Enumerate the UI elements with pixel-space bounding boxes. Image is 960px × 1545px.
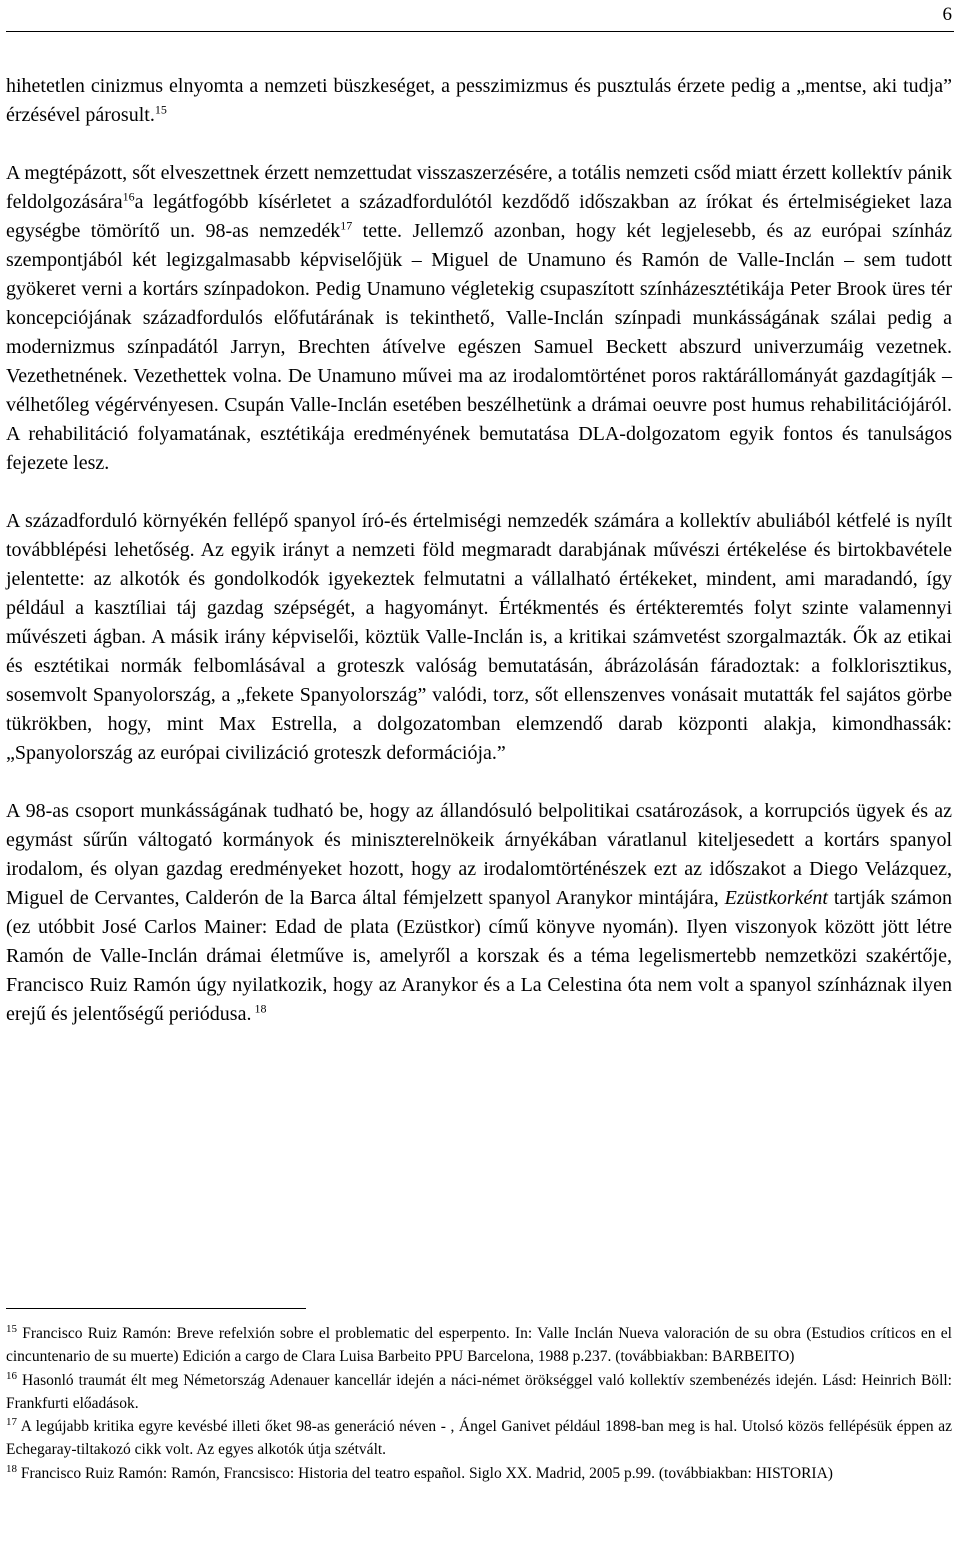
text-run: Hasonló traumát élt meg Németország Adenauer kancellár idején a náci-német örökséggel való kollektív szembenézés idején. Lásd: Heinrich Böll: Frankfurti előadások. <box>6 1371 952 1412</box>
text-run: tartják számon (ez utóbbit José Carlos Mainer: Edad de plata (Ezüstkor) című könyve nyomán). Ilyen viszonyok között jött létre Ramón de Valle-Inclán drámai életműve is, amelyről a korszak és a téma legelismertebb nemzetközi szakértője, Francisco Ruiz Ramón úgy nyilatkozik, hogy az Aranykor és a La Celestina óta nem volt a spanyol színháznak ilyen erejű és jelentőségű periódusa. <box>6 887 952 1025</box>
text-run: A legújabb kritika egyre kevésbé illeti őket 98-as generáció néven - , Ángel Ganivet például 1898-ban meg is hal. Utolsó közös fellépésük éppen az Echegaray-tiltakozó cikk volt. Az egyes alkotók útja szétvált. <box>6 1418 952 1459</box>
footnote <box>6 1369 952 1416</box>
text-run: A megtépázott, sőt elveszettnek érzett nemzettudat visszaszerzésére, a totális nemzeti csőd miatt érzett kollektív pánik feldolgozására <box>6 162 952 213</box>
paragraph <box>6 159 952 478</box>
footnote-separator <box>6 1308 306 1309</box>
paragraph <box>6 507 952 768</box>
footnote <box>6 1462 952 1485</box>
header-rule <box>6 31 954 32</box>
body-text <box>6 72 952 1029</box>
text-run: hihetetlen cinizmus elnyomta a nemzeti büszkeséget, a pesszimizmus és pusztulás érzete pedig a „mentse, aki tudja” érzésével párosult. <box>6 75 952 126</box>
footnote <box>6 1415 952 1462</box>
text-run: Francisco Ruiz Ramón: Breve refelxión sobre el problematic del esperpento. In: Valle Inclán Nueva valoración de su obra (Estudios críticos en el cincuntenario de su muerte) Edición a cargo de Clara Luisa Barbeito PPU Barcelona, 1988 p.237. (továbbiakban: BARBEITO) <box>6 1325 952 1366</box>
footnote <box>6 1322 952 1369</box>
footnote-ref: 18 <box>6 1462 17 1475</box>
text-run: a legátfogóbb kísérletet a századfordulótól kezdődő időszakban az írókat és értelmiségieket laza egységbe tömörítő un. 98-as nemzedék <box>6 191 952 242</box>
paragraph <box>6 797 952 1029</box>
footnote-ref: 18 <box>251 1001 267 1016</box>
footnote-ref: 15 <box>154 102 167 117</box>
footnote-ref: 16 <box>6 1369 17 1382</box>
text-run: A 98-as csoport munkásságának tudható be, hogy az állandósuló belpolitikai csatározások, a korrupciós ügyek és az egymást sűrűn váltogató kormányok és miniszterelnökeik árnyékában váratlanul kiteljesedett a kortárs spanyol irodalom, és olyan gazdag eredményeket hozott, hogy az irodalomtörténészek ezt az időszakot a Diego Velázquez, Miguel de Cervantes, Calderón de la Barca által fémjelzett spanyol Aranykor mintájára, <box>6 800 952 909</box>
footnote-ref: 15 <box>6 1322 17 1335</box>
footnote-ref: 17 <box>6 1416 17 1429</box>
footnote-ref: 16 <box>122 189 135 204</box>
italic-text: Ezüstkorként <box>724 887 828 909</box>
footnote-ref: 17 <box>340 218 353 233</box>
text-run: Francisco Ruiz Ramón: Ramón, Francsisco: Historia del teatro español. Siglo XX. Madrid, 2005 p.99. (továbbiakban: HISTORIA) <box>17 1464 833 1482</box>
paragraph <box>6 72 952 130</box>
text-run: A századforduló környékén fellépő spanyol író-és értelmiségi nemzedék számára a kollektív abuliából kétfelé is nyílt továbblépési lehetőség. Az egyik irányt a nemzeti föld megmaradt darabjának művészi értékelése és birtokbavétele jelentette: az alkotók és gondolkodók igyekeztek felmutatni a vállalható értékeket, mindent, ami maradandó, így például a kasztíliai táj gazdag szépségét, a hagyományt. Értékmentés és értékteremtés folyt szinte valamennyi művészeti ágban. A másik irány képviselői, köztük Valle-Inclán is, a kritikai számvetést szorgalmazták. Ők az etikai és esztétikai normák felbomlásával a groteszk valóság bemutatásán, ábrázolásán fáradoztak: a folklorisztikus, sosemvolt Spanyolország, a „fekete Spanyolország” valódi, torz, sőt ellenszenves vonásait mutatták fel sajátos görbe tükrökben, hogy, mint Max Estrella, a dolgozatomban elemzendő darab központi alakja, kimondhassák: „Spanyolország az európai civilizáció groteszk deformációja.” <box>6 510 952 764</box>
footnotes <box>6 1322 952 1485</box>
page-number: 6 <box>942 4 952 25</box>
text-run: tette. Jellemző azonban, hogy két legjelesebb, és az európai színház szempontjából két legizgalmasabb képviselőjük – Miguel de Unamuno és Ramón de Valle-Inclán – sem tudott gyökeret verni a kortárs színpadokon. Pedig Unamuno végletekig csupaszított színházesztétikája Peter Brook üres tér koncepciójának századfordulós előfutárának is tekinthető, Valle-Inclán színpadi munkásságának szálai pedig a modernizmus színpadától Jarryn, Brechten átívelve egészen Samuel Beckett abszurd univerzumáig vezetnek. Vezethetnének. Vezethettek volna. De Unamuno művei ma az irodalomtörténet poros raktárállományát gazdagítják – vélhetőleg végérvényesen. Csupán Valle-Inclán esetében beszélhetünk a drámai oeuvre post humus rehabilitációjáról. A rehabilitáció folyamatának, esztétikája eredményének bemutatása DLA-dolgozatom egyik fontos és tanulságos fejezete lesz. <box>6 220 953 474</box>
